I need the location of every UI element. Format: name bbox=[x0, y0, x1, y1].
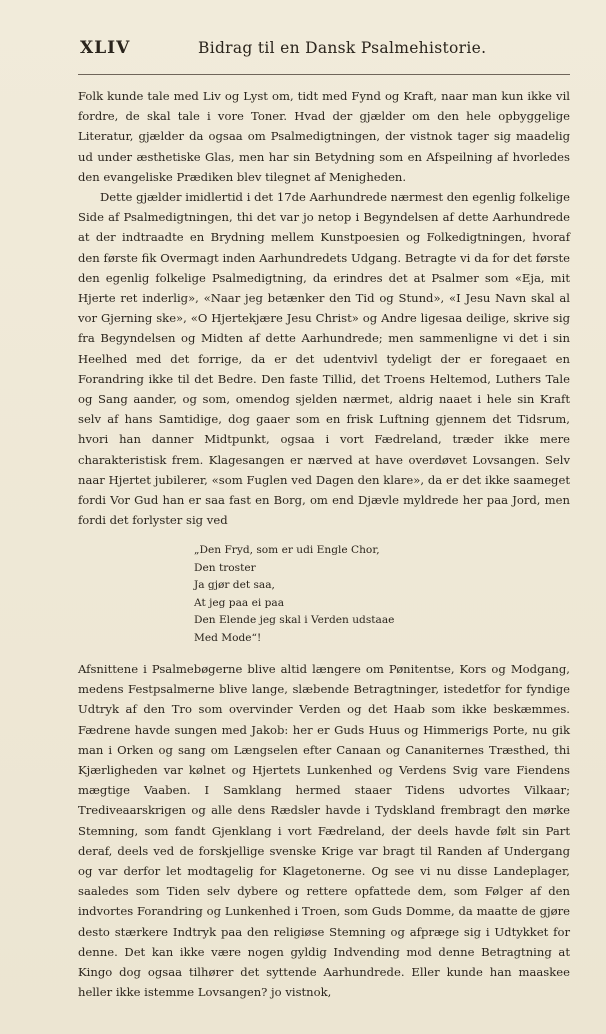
body-text bbox=[78, 86, 570, 1002]
page-number: XLIV bbox=[80, 38, 131, 58]
page-header bbox=[80, 36, 570, 62]
running-title: Bidrag til en Dansk Psalmehistorie. bbox=[198, 39, 487, 57]
verse-line: Den Elende jeg skal i Verden udstaae bbox=[194, 614, 395, 627]
paragraph: Dette gjælder imidlertid i det 17de Aarhundrede nærmest den egenlig folkelige Side af Psalmedigtningen, thi det var jo netop i Begyndelsen af dette Aarhundrede at der indtraadte en Brydning mellem Kunstpoesien og Folkedigtningen, hvoraf den første fik Overmagt inden Aarhundredets Udgang. Betragte vi da for det første den egenlig folkelige Psalmedigtning, da erindres det at Psalmer som «Eja, mit Hjerte ret inderlig», «Naar jeg betænker den Tid og Stund», «I Jesu Navn skal al vor Gjerning ske», «O Hjertekjære Jesu Christ» og Andre ligesaa deilige, skrive sig fra Begyndelsen og Midten af dette Aarhundrede; men sammenligne vi det i sin Heelhed med det forrige, da er det udentvivl tydeligt der er foregaaet en Forandring ikke til det Bedre. Den faste Tillid, det Troens Heltemod, Luthers Tale og Sang aander, og som, omendog sjelden nærmet, aldrig naaet i hele sin Kraft selv af hans Samtidige, dog gaaer som en frisk Luftning gjennem det Tidsrum, hvori han danner Midtpunkt, ogsaa i vort Fædreland, træder ikke mere charakteristisk frem. Klagesangen er nærved at have overdøvet Lovsangen. Selv naar Hjertet jubilerer, «som Fuglen ved Dagen den klare», da er det ikke saameget fordi Vor Gud han er saa fast en Borg, om end Djævle myldrede her paa Jord, men fordi det forlyster sig ved bbox=[78, 190, 570, 528]
verse-line: At jeg paa ei paa bbox=[194, 596, 285, 609]
verse-line: Ja gjør det saa, bbox=[194, 579, 275, 592]
quoted-verse bbox=[194, 542, 570, 646]
verse-line: Den troster bbox=[194, 561, 256, 574]
verse-line: Med Mode“! bbox=[194, 631, 262, 644]
verse-line: „Den Fryd, som er udi Engle Chor, bbox=[194, 544, 380, 557]
paragraph-continued: Folk kunde tale med Liv og Lyst om, tidt med Fynd og Kraft, naar man kun ikke vil fordre, de skal tale i vore Toner. Hvad der gjælder om den hele opbyggelige Literatur, gjælder da ogsaa om Psalmedigtningen, der vistnok tager sig maadelig ud under æsthetiske Glas, men har sin Betydning som en Afspeilning af hvorledes den evangeliske Prædiken blev tilegnet af Menigheden. bbox=[78, 89, 570, 184]
header-rule bbox=[78, 74, 570, 75]
paragraph: Afsnittene i Psalmebøgerne blive altid længere om Pønitentse, Kors og Modgang, medens Festpsalmerne blive lange, slæbende Betragtninger, istedetfor for fyndige Udtryk af den Tro som overvinder Verden og det Haab som ikke beskæmmes. Fædrene havde sungen med Jakob: her er Guds Huus og Himmerigs Porte, nu gik man i Orken og sang om Længselen efter Canaan og Cananiternes Træsthed, thi Kjærligheden var kølnet og Hjertets Lunkenhed og Verdens Svig vare Fiendens mægtige Vaaben. I Samklang hermed staaer Tidens udvortes Vilkaar; Trediveaarskrigen og alle dens Rædsler havde i Tydskland frembragt den mørke Stemning, som fandt Gjenklang i vort Fædreland, der deels havde følt sin Part deraf, deels ved de forskjellige svenske Krige var bragt til Randen af Undergang og var derfor let modtagelig for Klagetonerne. Og see vi nu disse Landeplager, saaledes som Tiden selv dybere og rettere opfattede dem, som Følger af den indvortes Forandring og Lunkenhed i Troen, som Guds Domme, da maatte de gjøre desto stærkere Indtryk paa den religiøse Stemning og afpræge sig i Udtykket for denne. Det kan ikke være nogen gyldig Indvending mod denne Betragtning at Kingo dog ogsaa tilhører det syttende Aarhundrede. Eller kunde han maaskee heller ikke istemme Lovsangen? jo vistnok, bbox=[78, 661, 570, 1000]
